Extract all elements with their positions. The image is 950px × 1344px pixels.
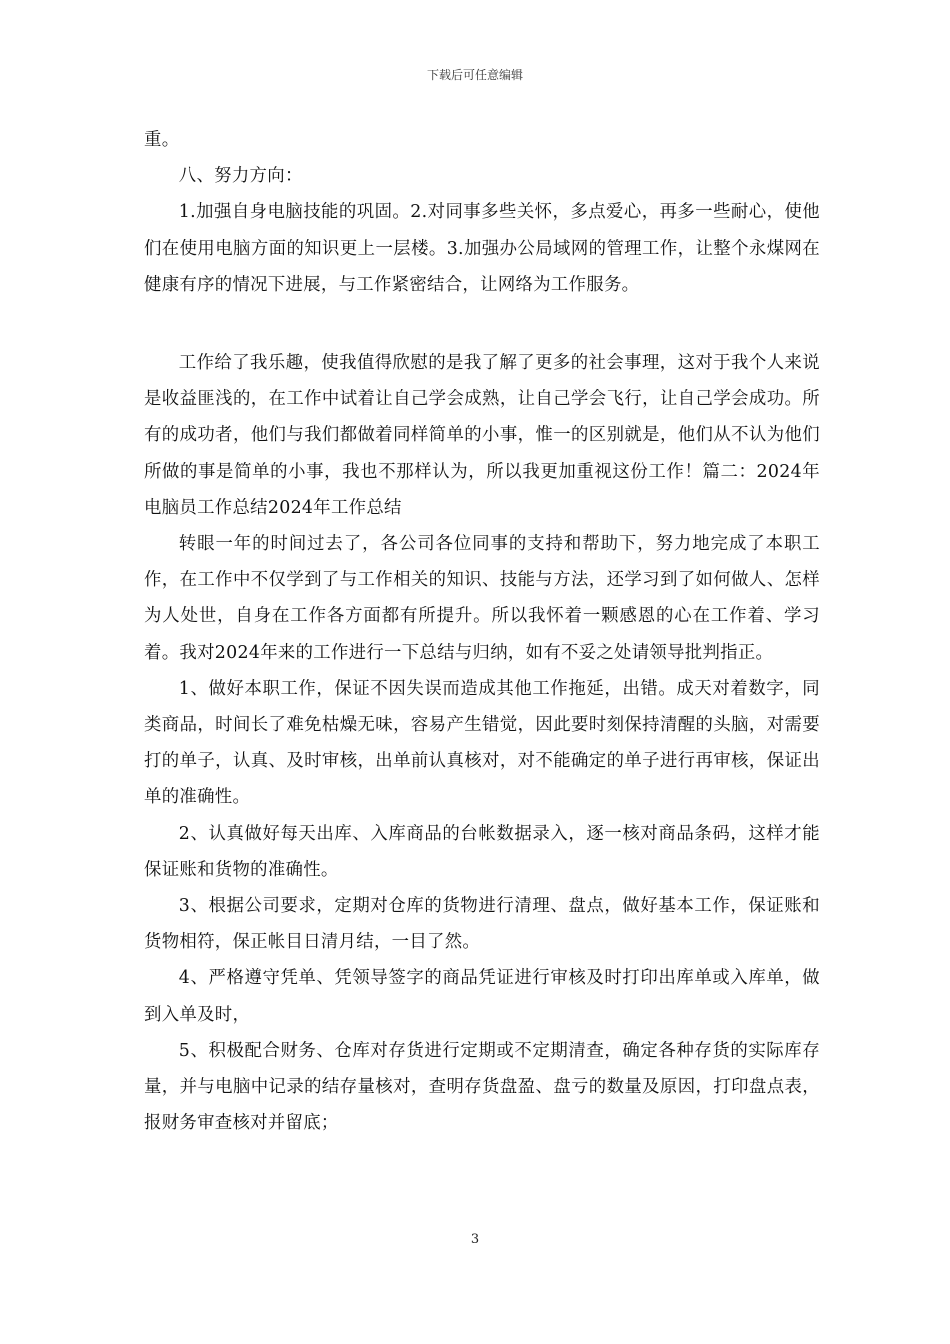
page-header: 下载后可任意编辑: [426, 68, 523, 82]
page-number: 3: [470, 1232, 480, 1247]
list-item-2: 2、认真做好每天出库、入库商品的台帐数据录入，逐一核对商品条码，这样才能保证账和货物的准确性。: [144, 823, 820, 880]
paragraph-year-summary: 转眼一年的时间过去了，各公司各位同事的支持和帮助下，努力地完成了本职工作，在工作中不仅学到了与工作相关的知识、技能与方法，还学习到了如何做人、怎样为人处世，自身在工作各方面都有所提升。所以我怀着一颗感恩的心在工作着、学习着。我对2024年来的工作进行一下总结与归纳，如有不妥之处请领导批判指正。: [144, 534, 820, 663]
section-heading-effort-direction: 八、努力方向：: [178, 166, 303, 187]
list-item-3: 3、根据公司要求，定期对仓库的货物进行清理、盘点，做好基本工作，保证账和货物相符，保正帐目日清月结，一目了然。: [144, 896, 820, 953]
document-body: [144, 122, 820, 1141]
paragraph-gap: [144, 303, 820, 345]
list-item-1: 1、做好本职工作，保证不因失误而造成其他工作拖延，出错。成天对着数字，同类商品，时间长了难免枯燥无味，容易产生错觉，因此要时刻保持清醒的头脑，对需要打的单子，认真、及时审核，出单前认真核对，对不能确定的单子进行再审核，保证出单的准确性。: [144, 678, 820, 808]
list-item-4: 4、严格遵守凭单、凭领导签字的商品凭证进行审核及时打印出库单或入库单，做到入单及时，: [144, 968, 820, 1025]
paragraph-work-reflection: 工作给了我乐趣，使我值得欣慰的是我了解了更多的社会事理，这对于我个人来说是收益匪浅的，在工作中试着让自己学会成熟，让自己学会飞行，让自己学会成功。所有的成功者，他们与我们都做着同样简单的小事，惟一的区别就是，他们从不认为他们所做的事是简单的小事，我也不那样认为，所以我更加重视这份工作！篇二：2024年电脑员工作总结2024年工作总结: [144, 353, 820, 518]
paragraph-improvement-points: 1.加强自身电脑技能的巩固。2.对同事多些关怀，多点爱心，再多一些耐心，使他们在使用电脑方面的知识更上一层楼。3.加强办公局域网的管理工作，让整个永煤网在健康有序的情况下进展，与工作紧密结合，让网络为工作服务。: [144, 202, 820, 295]
paragraph-continuation: 重。: [144, 130, 180, 150]
list-item-5: 5、积极配合财务、仓库对存货进行定期或不定期清查，确定各种存货的实际库存量，并与电脑中记录的结存量核对，查明存货盘盈、盘亏的数量及原因，打印盘点表，报财务审查核对并留底；: [144, 1040, 820, 1134]
